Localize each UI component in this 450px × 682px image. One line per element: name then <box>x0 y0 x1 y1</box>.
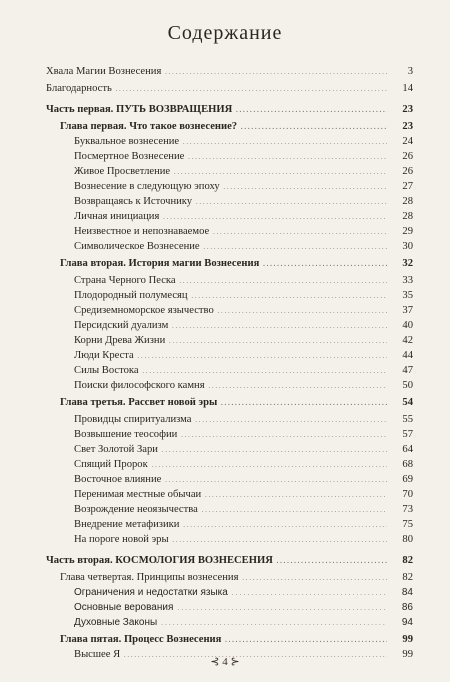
toc-entry-title: Часть первая. ПУТЬ ВОЗВРАЩЕНИЯ <box>46 104 233 115</box>
toc-entry-label <box>60 121 387 133</box>
toc-entry-title: Вознесение в следующую эпоху <box>74 181 220 192</box>
toc-entry-label <box>74 444 387 456</box>
toc-entry-page: 28 <box>402 196 413 207</box>
toc-entry <box>46 305 413 317</box>
toc-entry-title: Основные верования <box>74 602 174 613</box>
toc-entry-title: Посмертное Вознесение <box>74 151 185 162</box>
toc-entry-page: 57 <box>402 429 413 440</box>
toc-entry-label <box>74 617 387 630</box>
toc-entry <box>46 397 413 409</box>
toc-entry <box>46 121 413 133</box>
toc-entry-label <box>46 104 387 116</box>
toc-entry-page: 55 <box>402 414 413 425</box>
toc-entry-title: Глава пятая. Процесс Вознесения <box>60 634 222 645</box>
toc-entry <box>46 555 413 567</box>
toc-entry-page: 73 <box>402 504 413 515</box>
toc-entry-label <box>74 181 387 193</box>
toc-entry-label <box>74 534 387 546</box>
toc-entry-page: 29 <box>402 226 413 237</box>
toc-entry-title: Глава четвертая. Принципы вознесения <box>60 572 239 583</box>
toc-entry <box>46 151 413 163</box>
toc-entry <box>46 83 413 95</box>
toc-entry-page: 82 <box>402 555 413 566</box>
toc-entry-page: 64 <box>402 444 413 455</box>
toc-entry <box>46 66 413 78</box>
toc-entry-title: Провидцы спиритуализма <box>74 414 192 425</box>
toc-entry <box>46 617 413 629</box>
toc-entry <box>46 602 413 614</box>
toc-entry <box>46 290 413 302</box>
toc-entry-page: 23 <box>402 104 413 115</box>
toc-entry <box>46 275 413 287</box>
toc-entry-page: 37 <box>402 305 413 316</box>
toc-entry-page: 35 <box>402 290 413 301</box>
toc-entry-title: Личная инициация <box>74 211 160 222</box>
toc-entry <box>46 380 413 392</box>
toc-entry <box>46 335 413 347</box>
toc-entry-title: Спящий Пророк <box>74 459 148 470</box>
toc-entry-page: 44 <box>402 350 413 361</box>
toc-entry-label <box>46 83 387 95</box>
toc-entry-label <box>74 602 387 615</box>
toc-entry-label <box>74 489 387 501</box>
toc-entry-title: Часть вторая. КОСМОЛОГИЯ ВОЗНЕСЕНИЯ <box>46 555 273 566</box>
toc-entry <box>46 429 413 441</box>
toc-entry-page: 82 <box>402 572 413 583</box>
toc-entry-title: Корни Древа Жизни <box>74 335 166 346</box>
toc-entry-title: Страна Черного Песка <box>74 275 176 286</box>
toc-entry-title: Люди Креста <box>74 350 134 361</box>
page-title: Содержание <box>167 22 283 44</box>
toc-entry-title: На пороге новой эры <box>74 534 169 545</box>
toc-entry-title: Живое Просветление <box>74 166 171 177</box>
toc-entry-label <box>46 555 387 567</box>
toc-entry-page: 33 <box>402 275 413 286</box>
toc-entry-title: Высшее Я <box>74 649 121 660</box>
toc-entry <box>46 211 413 223</box>
toc-entry-page: 32 <box>402 258 413 269</box>
toc-entry-title: Глава первая. Что такое вознесение? <box>60 121 238 132</box>
toc-entry <box>46 365 413 377</box>
toc-entry <box>46 504 413 516</box>
toc-entry <box>46 166 413 178</box>
toc-entry-page: 14 <box>402 83 413 94</box>
toc-entry-title: Поиски философского камня <box>74 380 205 391</box>
toc-entry <box>46 534 413 546</box>
toc-entry-page: 54 <box>402 397 413 408</box>
toc-entry <box>46 519 413 531</box>
toc-entry <box>46 489 413 501</box>
toc-entry-label <box>74 519 387 531</box>
toc-entry <box>46 181 413 193</box>
toc-entry-label <box>74 196 387 208</box>
toc-entry <box>46 104 413 116</box>
toc-entry-label <box>74 166 387 178</box>
toc-entry-label <box>74 587 387 600</box>
toc-entry-label <box>60 572 387 584</box>
toc-entry-title: Персидский дуализм <box>74 320 169 331</box>
toc-entry-page: 69 <box>402 474 413 485</box>
toc-entry-page: 47 <box>402 365 413 376</box>
toc-entry <box>46 572 413 584</box>
toc-entry-title: Неизвестное и непознаваемое <box>74 226 210 237</box>
toc-entry-label <box>74 226 387 238</box>
toc-entry-label <box>46 66 387 78</box>
toc-entry-label <box>74 459 387 471</box>
toc-entry-page: 26 <box>402 166 413 177</box>
toc-entry-label <box>74 275 387 287</box>
toc-entry-title: Силы Востока <box>74 365 139 376</box>
toc-entry-title: Свет Золотой Зари <box>74 444 158 455</box>
toc-entry-label <box>74 136 387 148</box>
toc-entry-page: 24 <box>402 136 413 147</box>
toc-entry-label <box>60 634 387 646</box>
toc-entry-label <box>74 380 387 392</box>
toc-entry-page: 70 <box>402 489 413 500</box>
toc-entry-page: 3 <box>407 66 413 77</box>
toc-entry-title: Плодородный полумесяц <box>74 290 188 301</box>
toc-entry-label <box>74 320 387 332</box>
toc-entry-title: Средиземноморское язычество <box>74 305 214 316</box>
toc-entry-page: 80 <box>402 534 413 545</box>
toc-entry-label <box>74 414 387 426</box>
toc-entry-label <box>74 241 387 253</box>
toc-entry-page: 28 <box>402 211 413 222</box>
toc-entry-label <box>74 290 387 302</box>
toc-entry <box>46 444 413 456</box>
toc-entry-page: 23 <box>402 121 413 132</box>
toc-entry-page: 68 <box>402 459 413 470</box>
toc-entry-page: 94 <box>401 617 413 628</box>
toc-entry <box>46 320 413 332</box>
toc-entry-title: Возвращаясь к Источнику <box>74 196 193 207</box>
page-number <box>0 655 450 668</box>
toc-entry-label <box>74 151 387 163</box>
ornament-right: ⊱ <box>230 656 240 668</box>
toc-entry-title: Возвышение теософии <box>74 429 178 440</box>
toc-entry <box>46 226 413 238</box>
toc-entry-page: 84 <box>401 587 413 598</box>
toc-entry-page: 99 <box>402 634 413 645</box>
toc-entry-label <box>74 365 387 377</box>
toc-entry-title: Возрождение неоязычества <box>74 504 198 515</box>
toc-entry-label <box>74 504 387 516</box>
ornament-left: ⊰ <box>210 656 220 668</box>
toc-entry-label <box>74 335 387 347</box>
toc-entry-label <box>74 429 387 441</box>
toc-entry <box>46 350 413 362</box>
toc-entry-label <box>74 474 387 486</box>
toc-entry-title: Духовные Законы <box>74 617 158 628</box>
toc-entry-label <box>74 305 387 317</box>
toc-entry-title: Буквальное вознесение <box>74 136 180 147</box>
toc-entry-title: Глава вторая. История магии Вознесения <box>60 258 260 269</box>
toc-entry <box>46 258 413 270</box>
toc-entry-page: 40 <box>402 320 413 331</box>
toc-entry-page: 26 <box>402 151 413 162</box>
toc-entry-label <box>60 258 387 270</box>
toc-entry <box>46 136 413 148</box>
toc-entry <box>46 459 413 471</box>
toc-entry-title: Ограничения и недостатки языка <box>74 587 228 598</box>
toc-entry <box>46 634 413 646</box>
toc-entry-label <box>74 211 387 223</box>
toc-entry-label <box>74 350 387 362</box>
toc-entry <box>46 196 413 208</box>
toc-entry-title: Перенимая местные обычаи <box>74 489 202 500</box>
toc-entry <box>46 414 413 426</box>
toc-entry-page: 50 <box>402 380 413 391</box>
toc-entry-page: 99 <box>402 649 413 660</box>
toc-entry-page: 30 <box>402 241 413 252</box>
toc-entry-page: 27 <box>402 181 413 192</box>
toc-entry-label <box>60 397 387 409</box>
toc-entry-page: 86 <box>401 602 413 613</box>
toc-entry-title: Внедрение метафизики <box>74 519 180 530</box>
toc-entry-title: Хвала Магии Вознесения <box>46 66 162 77</box>
toc-entry-title: Символическое Вознесение <box>74 241 200 252</box>
toc-entry-page: 75 <box>402 519 413 530</box>
toc-entry-title: Глава третья. Рассвет новой эры <box>60 397 218 408</box>
toc-entry <box>46 587 413 599</box>
toc-entry <box>46 241 413 253</box>
toc-entry-page: 42 <box>402 335 413 346</box>
toc-entry-title: Восточное влияние <box>74 474 162 485</box>
toc-entry <box>46 474 413 486</box>
toc-entry-title: Благодарность <box>46 83 112 94</box>
page-number-value: 4 <box>222 656 228 668</box>
